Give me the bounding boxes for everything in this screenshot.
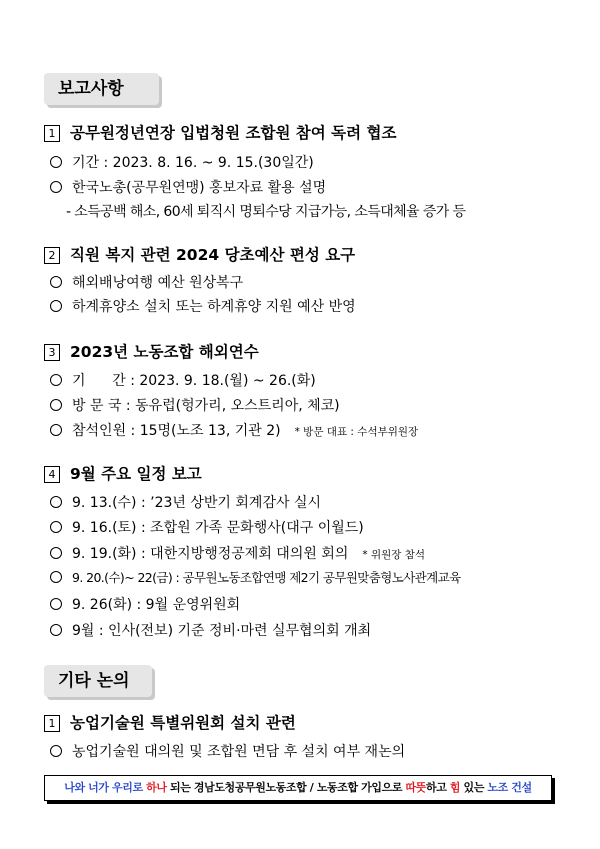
other-item-title	[44, 711, 296, 733]
slogan-part-7: 있는	[460, 781, 488, 794]
item-3-title	[44, 340, 259, 362]
item-1-sub-line: - 소득공백 해소, 60세 퇴직시 명퇴수당 지급가능, 소득대체율 증가 등	[66, 204, 466, 220]
item-4-line-5-text: 9. 26(화) : 9월 운영위원회	[72, 597, 241, 613]
circle-bullet-icon	[50, 745, 62, 757]
other-item-line	[50, 741, 405, 761]
item-4-line-1	[50, 492, 321, 512]
item-2-line-1-text: 해외배낭여행 예산 원상복구	[72, 275, 244, 291]
item-3-line-1-text: 기 간 : 2023. 9. 18.(월) ~ 26.(화)	[72, 373, 316, 389]
item-3-line-3-text: 참석인원 : 15명(노조 13, 기관 2)	[72, 423, 281, 439]
item-4-line-2	[50, 517, 364, 537]
item-1-line-1-text: 기간 : 2023. 8. 16. ~ 9. 15.(30일간)	[72, 155, 314, 171]
item-2-number: 2	[44, 247, 60, 264]
slogan-part-6: 힘	[449, 781, 461, 794]
circle-bullet-icon	[50, 571, 62, 583]
item-4-line-4	[50, 568, 461, 586]
item-2-line-2-text: 하계휴양소 설치 또는 하계휴양 지원 예산 반영	[72, 299, 356, 315]
item-1-number: 1	[44, 125, 60, 142]
item-4-line-6-text: 9월 : 인사(전보) 기준 정비·마련 실무협의회 개최	[72, 623, 372, 639]
item-4-title-text: 9월 주요 일정 보고	[70, 465, 202, 483]
item-4-number: 4	[44, 466, 60, 483]
other-section-header: 기타 논의	[44, 665, 152, 697]
circle-bullet-icon	[50, 300, 62, 312]
item-3-line-2-text: 방 문 국 : 동유럽(헝가리, 오스트리아, 체코)	[72, 398, 340, 414]
item-2-line-1	[50, 272, 243, 292]
item-1-line-2	[50, 177, 326, 197]
item-2-line-2	[50, 296, 356, 316]
other-item-number: 1	[44, 715, 60, 732]
item-4-line-4-text: 9. 20.(수)~ 22(금) : 공무원노동조합연맹 제2기 공무원맞춤형노사관계교육	[72, 570, 461, 585]
item-1-title-text: 공무원정년연장 입법청원 조합원 참여 독려 협조	[70, 124, 397, 142]
item-3-line-1	[50, 370, 316, 390]
circle-bullet-icon	[50, 424, 62, 436]
circle-bullet-icon	[50, 547, 62, 559]
circle-bullet-icon	[50, 374, 62, 386]
item-2-title	[44, 243, 355, 265]
item-3-line-3	[50, 420, 418, 440]
item-4-line-1-text: 9. 13.(수) : ’23년 상반기 회계감사 실시	[72, 495, 321, 511]
circle-bullet-icon	[50, 181, 62, 193]
footer-slogan-banner	[44, 775, 552, 801]
circle-bullet-icon	[50, 156, 62, 168]
circle-bullet-icon	[50, 624, 62, 636]
item-1-title	[44, 121, 396, 143]
item-3-number: 3	[44, 344, 60, 361]
item-4-line-6	[50, 620, 371, 640]
slogan-part-5: 하고	[425, 781, 450, 794]
slogan-part-1: 나와 너가 우리로	[64, 781, 147, 794]
item-4-line-5	[50, 594, 240, 614]
item-2-title-text: 직원 복지 관련 2024 당초예산 편성 요구	[70, 246, 356, 264]
circle-bullet-icon	[50, 276, 62, 288]
other-item-title-text: 농업기술원 특별위원회 설치 관련	[70, 714, 296, 732]
item-3-line-2	[50, 395, 340, 415]
item-4-line-2-text: 9. 16.(토) : 조합원 가족 문화행사(대구 이월드)	[72, 520, 364, 536]
circle-bullet-icon	[50, 521, 62, 533]
item-1-line-2-text: 한국노총(공무원연맹) 홍보자료 활용 설명	[72, 180, 327, 196]
circle-bullet-icon	[50, 496, 62, 508]
slogan-part-2: 하나	[146, 781, 167, 794]
other-item-line-text: 농업기술원 대의원 및 조합원 면담 후 설치 여부 재논의	[72, 744, 406, 760]
circle-bullet-icon	[50, 598, 62, 610]
item-1-line-1	[50, 152, 314, 172]
circle-bullet-icon	[50, 399, 62, 411]
item-3-note: * 방문 대표 : 수석부위원장	[294, 426, 419, 438]
slogan-part-4: 따뜻	[405, 781, 426, 794]
item-4-line-3-text: 9. 19.(화) : 대한지방행정공제회 대의원 회의	[72, 546, 349, 562]
item-4-line-3	[50, 543, 425, 563]
slogan-part-8: 노조 건설	[487, 781, 532, 794]
report-section-header: 보고사항	[44, 73, 159, 105]
item-4-note: * 위원장 참석	[362, 549, 426, 561]
item-3-title-text: 2023년 노동조합 해외연수	[70, 343, 259, 361]
slogan-part-3: 되는 경남도청공무원노동조합 / 노동조합 가입으로	[166, 781, 406, 794]
item-4-title	[44, 462, 202, 484]
